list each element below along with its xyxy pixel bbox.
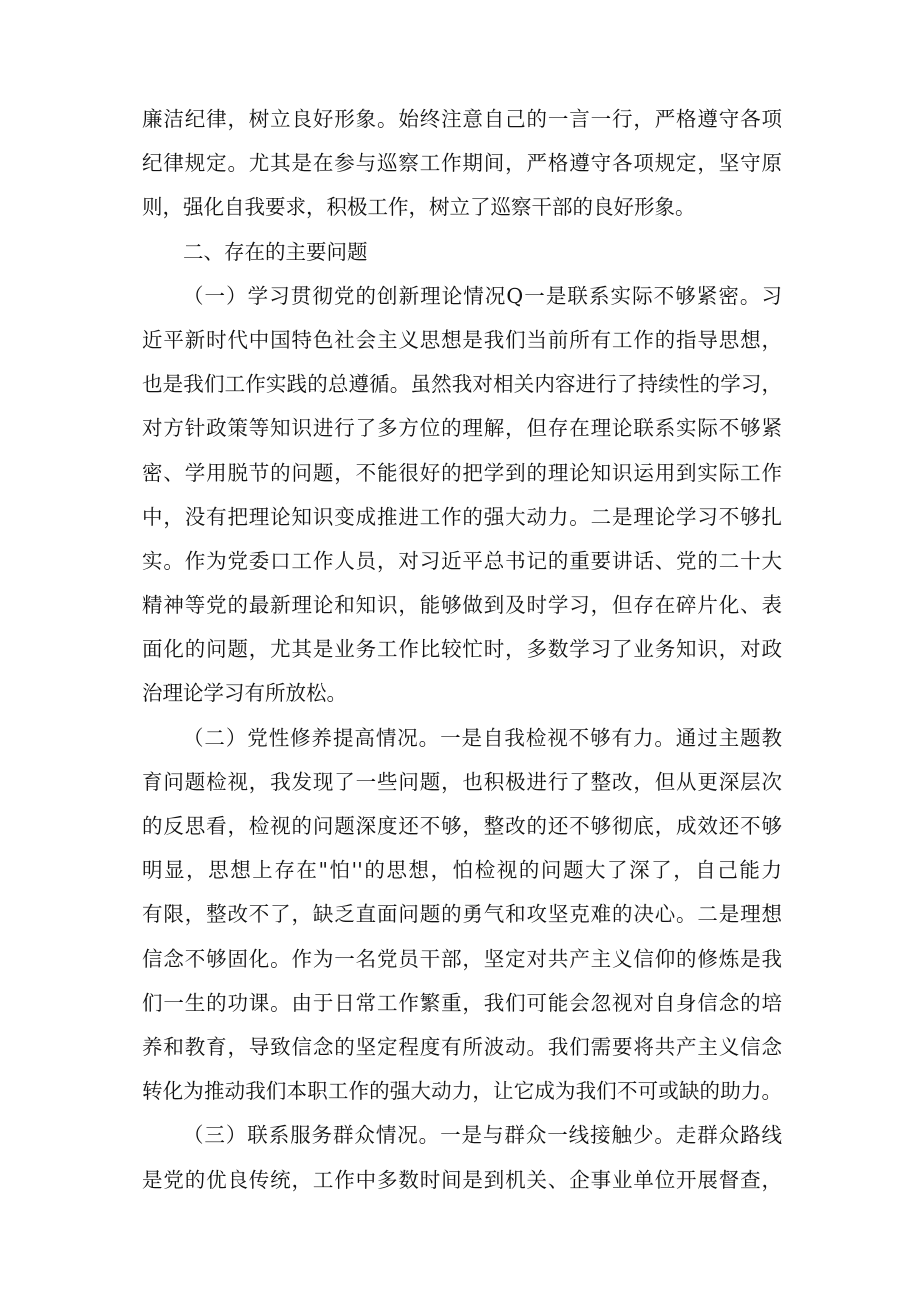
text-line: 对方针政策等知识进行了多方位的理解，但存在理论联系实际不够紧 [142,416,782,441]
text-line: 廉洁纪律，树立良好形象。始终注意自己的一言一行，严格遵守各项 [142,107,782,131]
text-line: 们一生的功课。由于日常工作繁重，我们可能会忽视对自身信念的培 [142,990,782,1015]
document-body [142,97,782,1202]
text-line: 转化为推动我们本职工作的强大动力，让它成为我们不可或缺的助力。 [142,1079,782,1104]
text-line: （二）党性修养提高情况。一是自我检视不够有力。通过主题教 [183,725,782,750]
text-line: 治理论学习有所放松。 [142,681,347,706]
text-line: 是党的优良传统，工作中多数时间是到机关、企事业单位开展督查， [142,1167,782,1192]
text-line: 也是我们工作实践的总遵循。虽然我对相关内容进行了持续性的学习， [142,372,782,397]
text-line: 近平新时代中国特色社会主义思想是我们当前所有工作的指导思想， [142,327,782,352]
text-line: 的反思看，检视的问题深度还不够，整改的还不够彻底，成效还不够 [142,814,782,838]
text-line: 信念不够固化。作为一名党员干部，坚定对共产主义信仰的修炼是我 [142,946,782,971]
text-line: 实。作为党委口工作人员，对习近平总书记的重要讲话、党的二十大 [142,548,782,573]
text-line: （三）联系服务群众情况。一是与群众一线接触少。走群众路线 [183,1123,782,1148]
text-line: 纪律规定。尤其是在参与巡察工作期间，严格遵守各项规定，坚守原 [142,151,782,176]
text-line: （一）学习贯彻党的创新理论情况Q一是联系实际不够紧密。习 [183,283,782,308]
text-line: 明显，思想上存在"怕''的思想，怕检视的问题大了深了，自己能力 [142,858,782,883]
text-line: 养和教育，导致信念的坚定程度有所波动。我们需要将共产主义信念 [142,1034,782,1059]
text-line: 密、学用脱节的问题，不能很好的把学到的理论知识运用到实际工作 [142,460,782,485]
section-heading: 二、存在的主要问题 [183,239,368,264]
text-line: 则，强化自我要求，积极工作，树立了巡察干部的良好形象。 [142,195,696,220]
text-line: 育问题检视，我发现了一些问题，也积极进行了整改，但从更深层次 [142,769,782,794]
text-line: 面化的问题，尤其是业务工作比较忙时，多数学习了业务知识，对政 [142,637,782,662]
text-line: 有限，整改不了，缺乏直面问题的勇气和攻坚克难的决心。二是理想 [142,902,782,927]
text-line: 中，没有把理论知识变成推进工作的强大动力。二是理论学习不够扎 [142,504,782,529]
text-line: 精神等党的最新理论和知识，能够做到及时学习，但存在碎片化、表 [142,593,782,618]
